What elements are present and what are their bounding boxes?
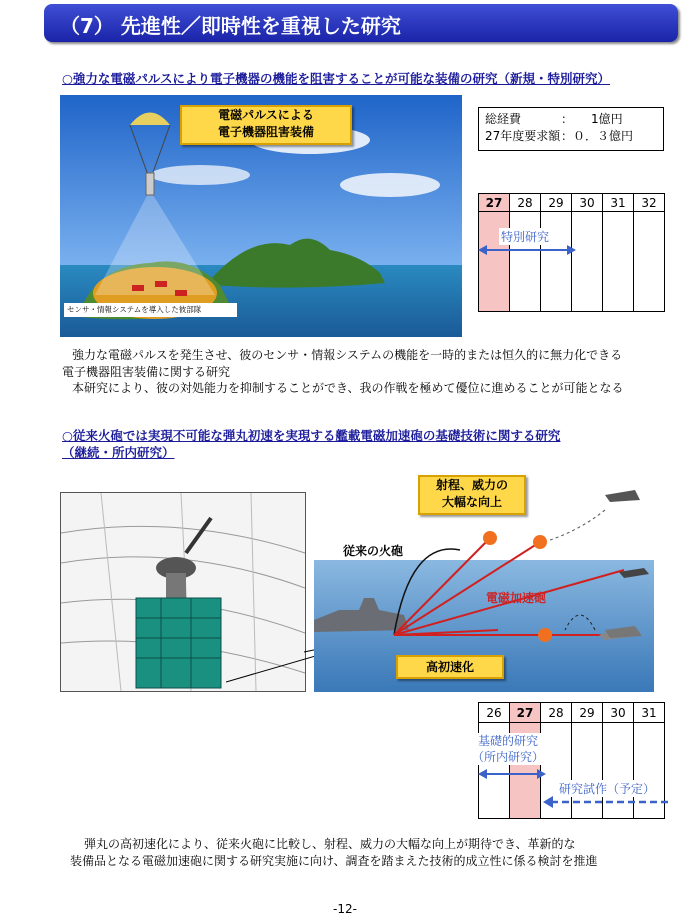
- emp-label-box: [180, 105, 352, 145]
- emp-caption: センサ・情報システムを導入した彼部隊: [64, 303, 237, 317]
- section-title: （7） 先進性／即時性を重視した研究: [60, 14, 401, 38]
- topic2-heading-line2: （継続・所内研究）: [62, 445, 175, 460]
- topic2-heading-line1: ○従来火砲では実現不可能な弾丸初速を実現する艦載電磁加速砲の基礎技術に関する研究: [62, 428, 561, 443]
- year-cell: 27: [479, 194, 510, 212]
- section-title-bar: [44, 4, 678, 42]
- year-cell: 26: [479, 703, 510, 723]
- year-cell: 29: [572, 703, 603, 723]
- cost-request-label: 27年度要求額: [485, 129, 561, 143]
- topic2-para-line2: 装備品となる電磁加速砲に関する研究実施に向け、調査を踏まえた技術的成立性に係る検討を推進: [70, 853, 598, 868]
- schedule-cell: [510, 212, 541, 312]
- emp-label-line2: 電子機器阻害装備: [217, 125, 314, 139]
- range-power-line2: 大幅な向上: [441, 495, 502, 509]
- topic1-para-line2: 電子機器阻害装備に関する研究: [62, 364, 231, 379]
- conventional-gun-label: 従来の火砲: [343, 544, 404, 558]
- prototype-label: 研究試作（予定）: [559, 782, 656, 796]
- range-power-line1: 射程、威力の: [435, 478, 508, 492]
- schedule-cell: [572, 212, 603, 312]
- high-velocity-label: 高初速化: [396, 655, 504, 679]
- cost-total-label: 総経費: [485, 112, 522, 126]
- year-cell: 28: [541, 703, 572, 723]
- year-cell: 32: [634, 194, 665, 212]
- year-cell: 27: [510, 703, 541, 723]
- basic-research-arrow: [478, 766, 546, 782]
- topic1-paragraph: [62, 347, 624, 397]
- schedule-cell: [479, 212, 510, 312]
- year-cell: 29: [541, 194, 572, 212]
- topic1-heading: ○強力な電磁パルスにより電子機器の機能を阻害することが可能な装備の研究（新規・特別研究）: [62, 71, 611, 86]
- topic1-para-line3: 本研究により、彼の対処能力を抑制することができ、我の作戦を極めて優位に進めることが可能となる: [72, 381, 624, 395]
- emp-label-line1: 電磁パルスによる: [218, 108, 314, 122]
- year-cell: 30: [572, 194, 603, 212]
- year-cell: 28: [510, 194, 541, 212]
- topic1-para-line1: 強力な電磁パルスを発生させ、彼のセンサ・情報システムの機能を一時的または恒久的に無力化できる: [72, 348, 623, 362]
- topic2-para-line1: 弾丸の高初速化により、従来火砲に比較し、射程、威力の大幅な向上が期待でき、革新的な: [84, 837, 576, 851]
- basic-research-label: [470, 733, 546, 765]
- basic-research-line1: 基礎的研究: [477, 734, 538, 748]
- cost-box: [478, 107, 664, 151]
- cost-total-value: ： 1億円: [561, 112, 623, 126]
- year-cell: 30: [603, 703, 634, 723]
- cost-request-value: ：０．３億円: [561, 129, 634, 143]
- schedule-cell: [603, 212, 634, 312]
- basic-research-line2: （所内研究）: [471, 750, 544, 764]
- railgun-label: 電磁加速砲: [486, 591, 547, 605]
- year-cell: 31: [634, 703, 665, 723]
- schedule-cell: [634, 212, 665, 312]
- topic2-paragraph: [70, 836, 598, 869]
- special-research-label: 特別研究: [501, 230, 550, 244]
- range-power-label-box: [418, 475, 526, 515]
- schedule-cell: [541, 212, 572, 312]
- page-number: -12-: [333, 902, 357, 916]
- year-cell: 31: [603, 194, 634, 212]
